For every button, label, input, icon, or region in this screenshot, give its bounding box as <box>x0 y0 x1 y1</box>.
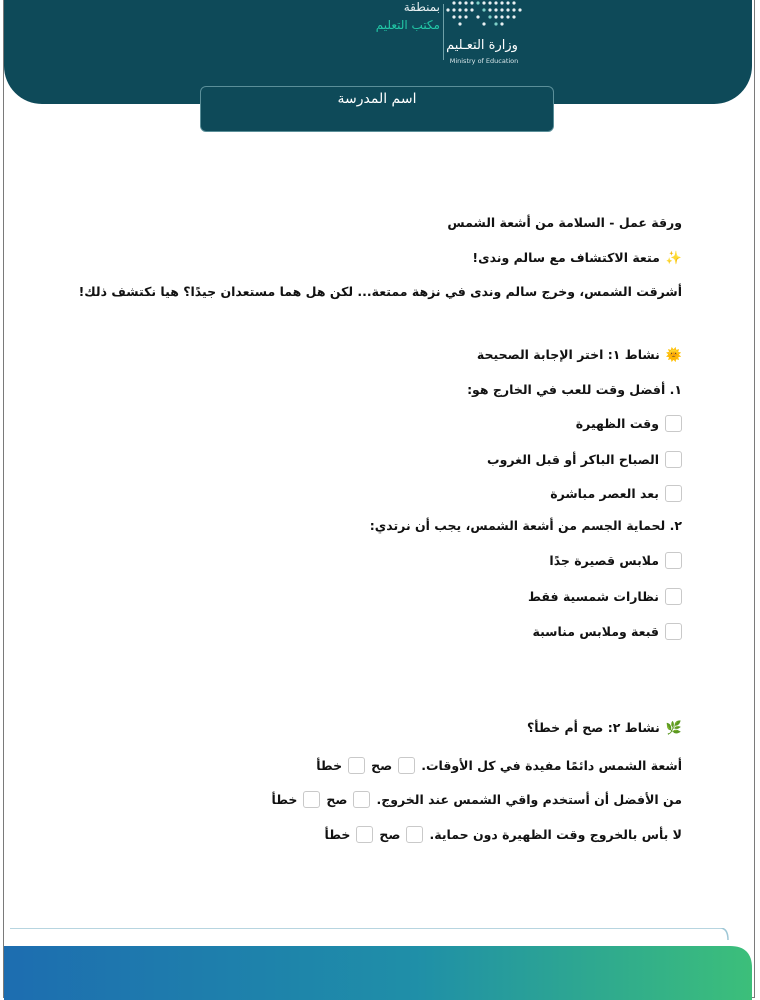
true-checkbox[interactable] <box>353 791 370 808</box>
school-name-field[interactable] <box>200 86 554 132</box>
false-label: خطأ <box>271 792 298 807</box>
option-label: نظارات شمسية فقط <box>528 589 659 604</box>
activity1-heading <box>477 347 682 363</box>
false-checkbox[interactable] <box>348 757 365 774</box>
statement-text: أشعة الشمس دائمًا مفيدة في كل الأوقات. <box>421 758 682 773</box>
ministry-name-ar: وزارة التعـليم <box>446 38 518 53</box>
checkbox[interactable] <box>665 451 682 468</box>
tf-statement-3 <box>325 826 683 843</box>
q2-option-2[interactable] <box>528 588 682 605</box>
q1-option-2[interactable] <box>487 451 682 468</box>
activity2-heading-text: نشاط ٢: صح أم خطأ؟ <box>527 720 660 735</box>
tf-statement-2 <box>272 791 683 808</box>
q1-option-1[interactable] <box>576 415 682 432</box>
q2-option-1[interactable] <box>549 552 682 569</box>
option-label: وقت الظهيرة <box>575 416 659 431</box>
activity1-heading-text: نشاط ١: اختر الإجابة الصحيحة <box>476 347 660 362</box>
q1-option-3[interactable] <box>550 485 682 502</box>
region-label: بمنطقة <box>403 0 440 14</box>
statement-text: لا بأس بالخروج وقت الظهيرة دون حماية. <box>429 827 682 842</box>
checkbox[interactable] <box>665 623 682 640</box>
true-label: صح <box>379 827 401 842</box>
option-label: قبعة وملابس مناسبة <box>532 624 659 639</box>
true-label: صح <box>326 792 348 807</box>
question-2: ٢. لحماية الجسم من أشعة الشمس، يجب أن نرتدي: <box>369 518 682 533</box>
checkbox[interactable] <box>665 552 682 569</box>
sparkles-icon: ✨ <box>665 251 682 266</box>
question-1: ١. أفضل وقت للعب في الخارج هو: <box>467 382 682 397</box>
intro-heading-text: متعة الاكتشاف مع سالم وندى! <box>472 250 660 265</box>
checkbox[interactable] <box>665 415 682 432</box>
q2-option-3[interactable] <box>532 623 682 640</box>
header <box>210 0 570 74</box>
ministry-name-en: Ministry of Education <box>449 57 519 65</box>
false-label: خطأ <box>324 827 351 842</box>
checkbox[interactable] <box>665 588 682 605</box>
ministry-logo <box>432 0 532 70</box>
school-name-label: اسم المدرسة <box>337 91 417 107</box>
tf-statement-1 <box>316 757 682 774</box>
activity2-heading <box>527 720 682 736</box>
false-checkbox[interactable] <box>356 826 373 843</box>
false-label: خطأ <box>316 758 343 773</box>
footer-wave <box>0 928 760 1000</box>
sun-face-icon: 🌞 <box>665 348 682 363</box>
true-checkbox[interactable] <box>398 757 415 774</box>
option-label: الصباح الباكر أو قبل الغروب <box>487 452 659 467</box>
worksheet-title: ورقة عمل - السلامة من أشعة الشمس <box>447 215 682 230</box>
option-label: ملابس قصيرة جدًا <box>549 553 659 568</box>
leaf-icon: 🌿 <box>665 721 682 736</box>
office-label: مكتب التعليم <box>375 18 440 32</box>
statement-text: من الأفضل أن أستخدم واقي الشمس عند الخروج. <box>376 792 682 807</box>
option-label: بعد العصر مباشرة <box>550 486 659 501</box>
false-checkbox[interactable] <box>303 791 320 808</box>
intro-text: أشرقت الشمس، وخرج سالم وندى في نزهة ممتعة... لكن هل هما مستعدان جيدًا؟ هيا نكتشف ذلك! <box>78 284 682 299</box>
true-label: صح <box>371 758 393 773</box>
checkbox[interactable] <box>665 485 682 502</box>
true-checkbox[interactable] <box>406 826 423 843</box>
intro-heading <box>472 250 682 266</box>
